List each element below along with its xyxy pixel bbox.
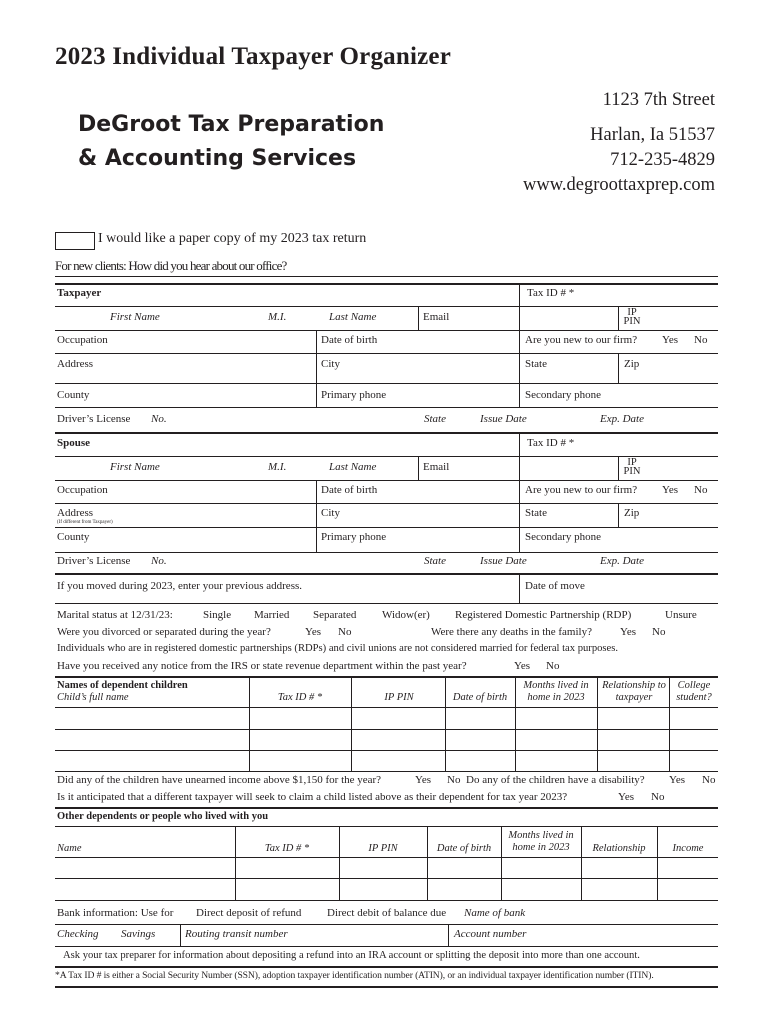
marital-single[interactable]: Single <box>203 609 232 621</box>
taxpayer-occupation-label: Occupation <box>57 334 108 346</box>
taxpayer-taxid-label: Tax ID # * <box>527 287 575 299</box>
taxpayer-secondary-phone-label: Secondary phone <box>525 389 602 401</box>
spouse-state-label: State <box>525 507 547 519</box>
bank-direct-debit[interactable]: Direct debit of balance due <box>327 907 447 919</box>
spouse-ip-pin-label: IP PIN <box>623 457 641 477</box>
others-relationship-col: Relationship <box>592 843 646 854</box>
irs-notice-yes[interactable]: Yes <box>514 660 531 672</box>
tax-id-footnote: *A Tax ID # is either a Social Security Number (SSN), adoption taxpayer identification number (ATIN), or an individual taxpayer identification number (ITIN). <box>55 970 654 981</box>
claim-child-yes[interactable]: Yes <box>618 791 635 803</box>
other-dependents-header: Other dependents or people who lived with you <box>57 811 269 822</box>
dependent-row[interactable] <box>55 750 718 751</box>
spouse-city-label: City <box>321 507 340 519</box>
divorced-yes[interactable]: Yes <box>305 626 322 638</box>
taxpayer-mi-label: M.I. <box>268 311 287 323</box>
spouse-dl-issue-label: Issue Date <box>480 555 527 567</box>
firm-name <box>78 108 384 176</box>
taxpayer-dl-state-label: State <box>424 413 446 425</box>
claim-child-question: Is it anticipated that a different taxpayer will seek to claim a child listed above as their dependent for tax year 2023? <box>57 791 568 803</box>
taxpayer-county-label: County <box>57 389 90 401</box>
other-dependent-row[interactable] <box>55 878 718 879</box>
page-title: 2023 Individual Taxpayer Organizer <box>55 43 451 70</box>
marital-rdp[interactable]: Registered Domestic Partnership (RDP) <box>455 609 632 621</box>
spouse-new-firm-question: Are you new to our firm? <box>525 484 638 496</box>
ira-note: Ask your tax preparer for information about depositing a refund into an IRA account or splitting the deposit into more than one account. <box>63 950 640 961</box>
taxpayer-ip-pin-label: IP PIN <box>623 307 641 327</box>
dependent-row[interactable] <box>55 771 718 772</box>
others-ippin-col: IP PIN <box>368 843 398 854</box>
others-income-col: Income <box>672 843 704 854</box>
dependents-college-col: College student? <box>676 680 712 703</box>
marital-status-label: Marital status at 12/31/23: <box>57 609 173 621</box>
irs-notice-question: Have you received any notice from the IRS or state revenue department within the past year? <box>57 660 467 672</box>
spouse-zip-label: Zip <box>624 507 640 519</box>
spouse-dob-label: Date of birth <box>321 484 378 496</box>
marital-unsure[interactable]: Unsure <box>665 609 697 621</box>
others-months-col: Months lived in home in 2023 <box>508 830 574 853</box>
unearned-income-no[interactable]: No <box>447 774 461 786</box>
taxpayer-dl-issue-label: Issue Date <box>480 413 527 425</box>
disability-yes[interactable]: Yes <box>669 774 686 786</box>
taxpayer-dl-label: Driver’s License <box>57 413 131 425</box>
deaths-question: Were there any deaths in the family? <box>431 626 592 638</box>
date-of-move-label: Date of move <box>525 580 585 592</box>
dependents-relationship-col: Relationship to taxpayer <box>602 680 666 703</box>
firm-street: 1123 7th Street <box>602 90 715 110</box>
taxpayer-new-firm-question: Are you new to our firm? <box>525 334 638 346</box>
spouse-dl-state-label: State <box>424 555 446 567</box>
taxpayer-new-firm-no[interactable]: No <box>694 334 708 346</box>
unearned-income-question: Did any of the children have unearned income above $1,150 for the year? <box>57 774 382 786</box>
bank-savings[interactable]: Savings <box>121 928 156 940</box>
irs-notice-no[interactable]: No <box>546 660 560 672</box>
bank-info-label: Bank information: Use for <box>57 907 174 919</box>
dependents-ippin-col: IP PIN <box>384 692 414 703</box>
firm-name-line2: & Accounting Services <box>78 146 357 171</box>
spouse-email-label: Email <box>423 461 450 473</box>
bank-name-label: Name of bank <box>464 907 526 919</box>
firm-name-line1: DeGroot Tax Preparation <box>78 112 385 137</box>
firm-website: www.degroottaxprep.com <box>523 175 715 195</box>
bank-routing-label: Routing transit number <box>185 928 288 940</box>
dependents-name-col: Child’s full name <box>57 692 129 703</box>
spouse-occupation-label: Occupation <box>57 484 108 496</box>
others-name-col: Name <box>57 843 82 854</box>
claim-child-no[interactable]: No <box>651 791 665 803</box>
spouse-dl-label: Driver’s License <box>57 555 131 567</box>
taxpayer-city-label: City <box>321 358 340 370</box>
taxpayer-dl-no-label: No. <box>151 413 167 425</box>
marital-widow[interactable]: Widow(er) <box>382 609 430 621</box>
taxpayer-primary-phone-label: Primary phone <box>321 389 387 401</box>
taxpayer-zip-label: Zip <box>624 358 640 370</box>
bank-direct-deposit[interactable]: Direct deposit of refund <box>196 907 302 919</box>
spouse-taxid-label: Tax ID # * <box>527 437 575 449</box>
disability-question: Do any of the children have a disability? <box>466 774 645 786</box>
marital-married[interactable]: Married <box>254 609 290 621</box>
taxpayer-dob-label: Date of birth <box>321 334 378 346</box>
moved-label: If you moved during 2023, enter your previous address. <box>57 580 303 592</box>
rdp-note: Individuals who are in registered domestic partnerships (RDPs) and civil unions are not considered married for federal tax purposes. <box>57 643 619 654</box>
dependents-months-col: Months lived in home in 2023 <box>523 680 589 703</box>
deaths-no[interactable]: No <box>652 626 666 638</box>
dependents-taxid-col: Tax ID # * <box>277 692 323 703</box>
spouse-address-label: Address <box>57 507 94 519</box>
spouse-mi-label: M.I. <box>268 461 287 473</box>
taxpayer-address-label: Address <box>57 358 94 370</box>
paper-copy-checkbox[interactable] <box>55 232 95 250</box>
taxpayer-dl-exp-label: Exp. Date <box>600 413 644 425</box>
taxpayer-email-label: Email <box>423 311 450 323</box>
bank-account-label: Account number <box>454 928 527 940</box>
firm-phone: 712-235-4829 <box>610 150 715 170</box>
taxpayer-last-name-label: Last Name <box>329 311 377 323</box>
others-dob-col: Date of birth <box>436 843 492 854</box>
spouse-new-firm-no[interactable]: No <box>694 484 708 496</box>
spouse-primary-phone-label: Primary phone <box>321 531 387 543</box>
spouse-header: Spouse <box>57 437 91 449</box>
deaths-yes[interactable]: Yes <box>620 626 637 638</box>
marital-separated[interactable]: Separated <box>313 609 357 621</box>
divorced-question: Were you divorced or separated during the year? <box>57 626 271 638</box>
spouse-dl-exp-label: Exp. Date <box>600 555 644 567</box>
dependents-dob-col: Date of birth <box>452 692 508 703</box>
spouse-secondary-phone-label: Secondary phone <box>525 531 602 543</box>
taxpayer-new-firm-yes[interactable]: Yes <box>662 334 679 346</box>
other-dependent-row[interactable] <box>55 900 718 901</box>
taxpayer-first-name-label: First Name <box>110 311 160 323</box>
unearned-income-yes[interactable]: Yes <box>415 774 432 786</box>
spouse-address-note: (If different from Taxpayer) <box>57 520 113 525</box>
new-clients-question: For new clients: How did you hear about our office? <box>55 258 287 273</box>
spouse-first-name-label: First Name <box>110 461 160 473</box>
taxpayer-state-label: State <box>525 358 547 370</box>
paper-copy-label: I would like a paper copy of my 2023 tax return <box>98 231 367 246</box>
spouse-county-label: County <box>57 531 90 543</box>
firm-city: Harlan, Ia 51537 <box>590 125 715 145</box>
spouse-dl-no-label: No. <box>151 555 167 567</box>
new-clients-line[interactable] <box>55 276 718 277</box>
spouse-new-firm-yes[interactable]: Yes <box>662 484 679 496</box>
taxpayer-header: Taxpayer <box>57 287 102 299</box>
dependent-row[interactable] <box>55 729 718 730</box>
disability-no[interactable]: No <box>702 774 716 786</box>
others-taxid-col: Tax ID # * <box>264 843 310 854</box>
divorced-no[interactable]: No <box>338 626 352 638</box>
dependents-header: Names of dependent children <box>57 680 188 691</box>
spouse-last-name-label: Last Name <box>329 461 377 473</box>
bank-checking[interactable]: Checking <box>57 928 99 940</box>
